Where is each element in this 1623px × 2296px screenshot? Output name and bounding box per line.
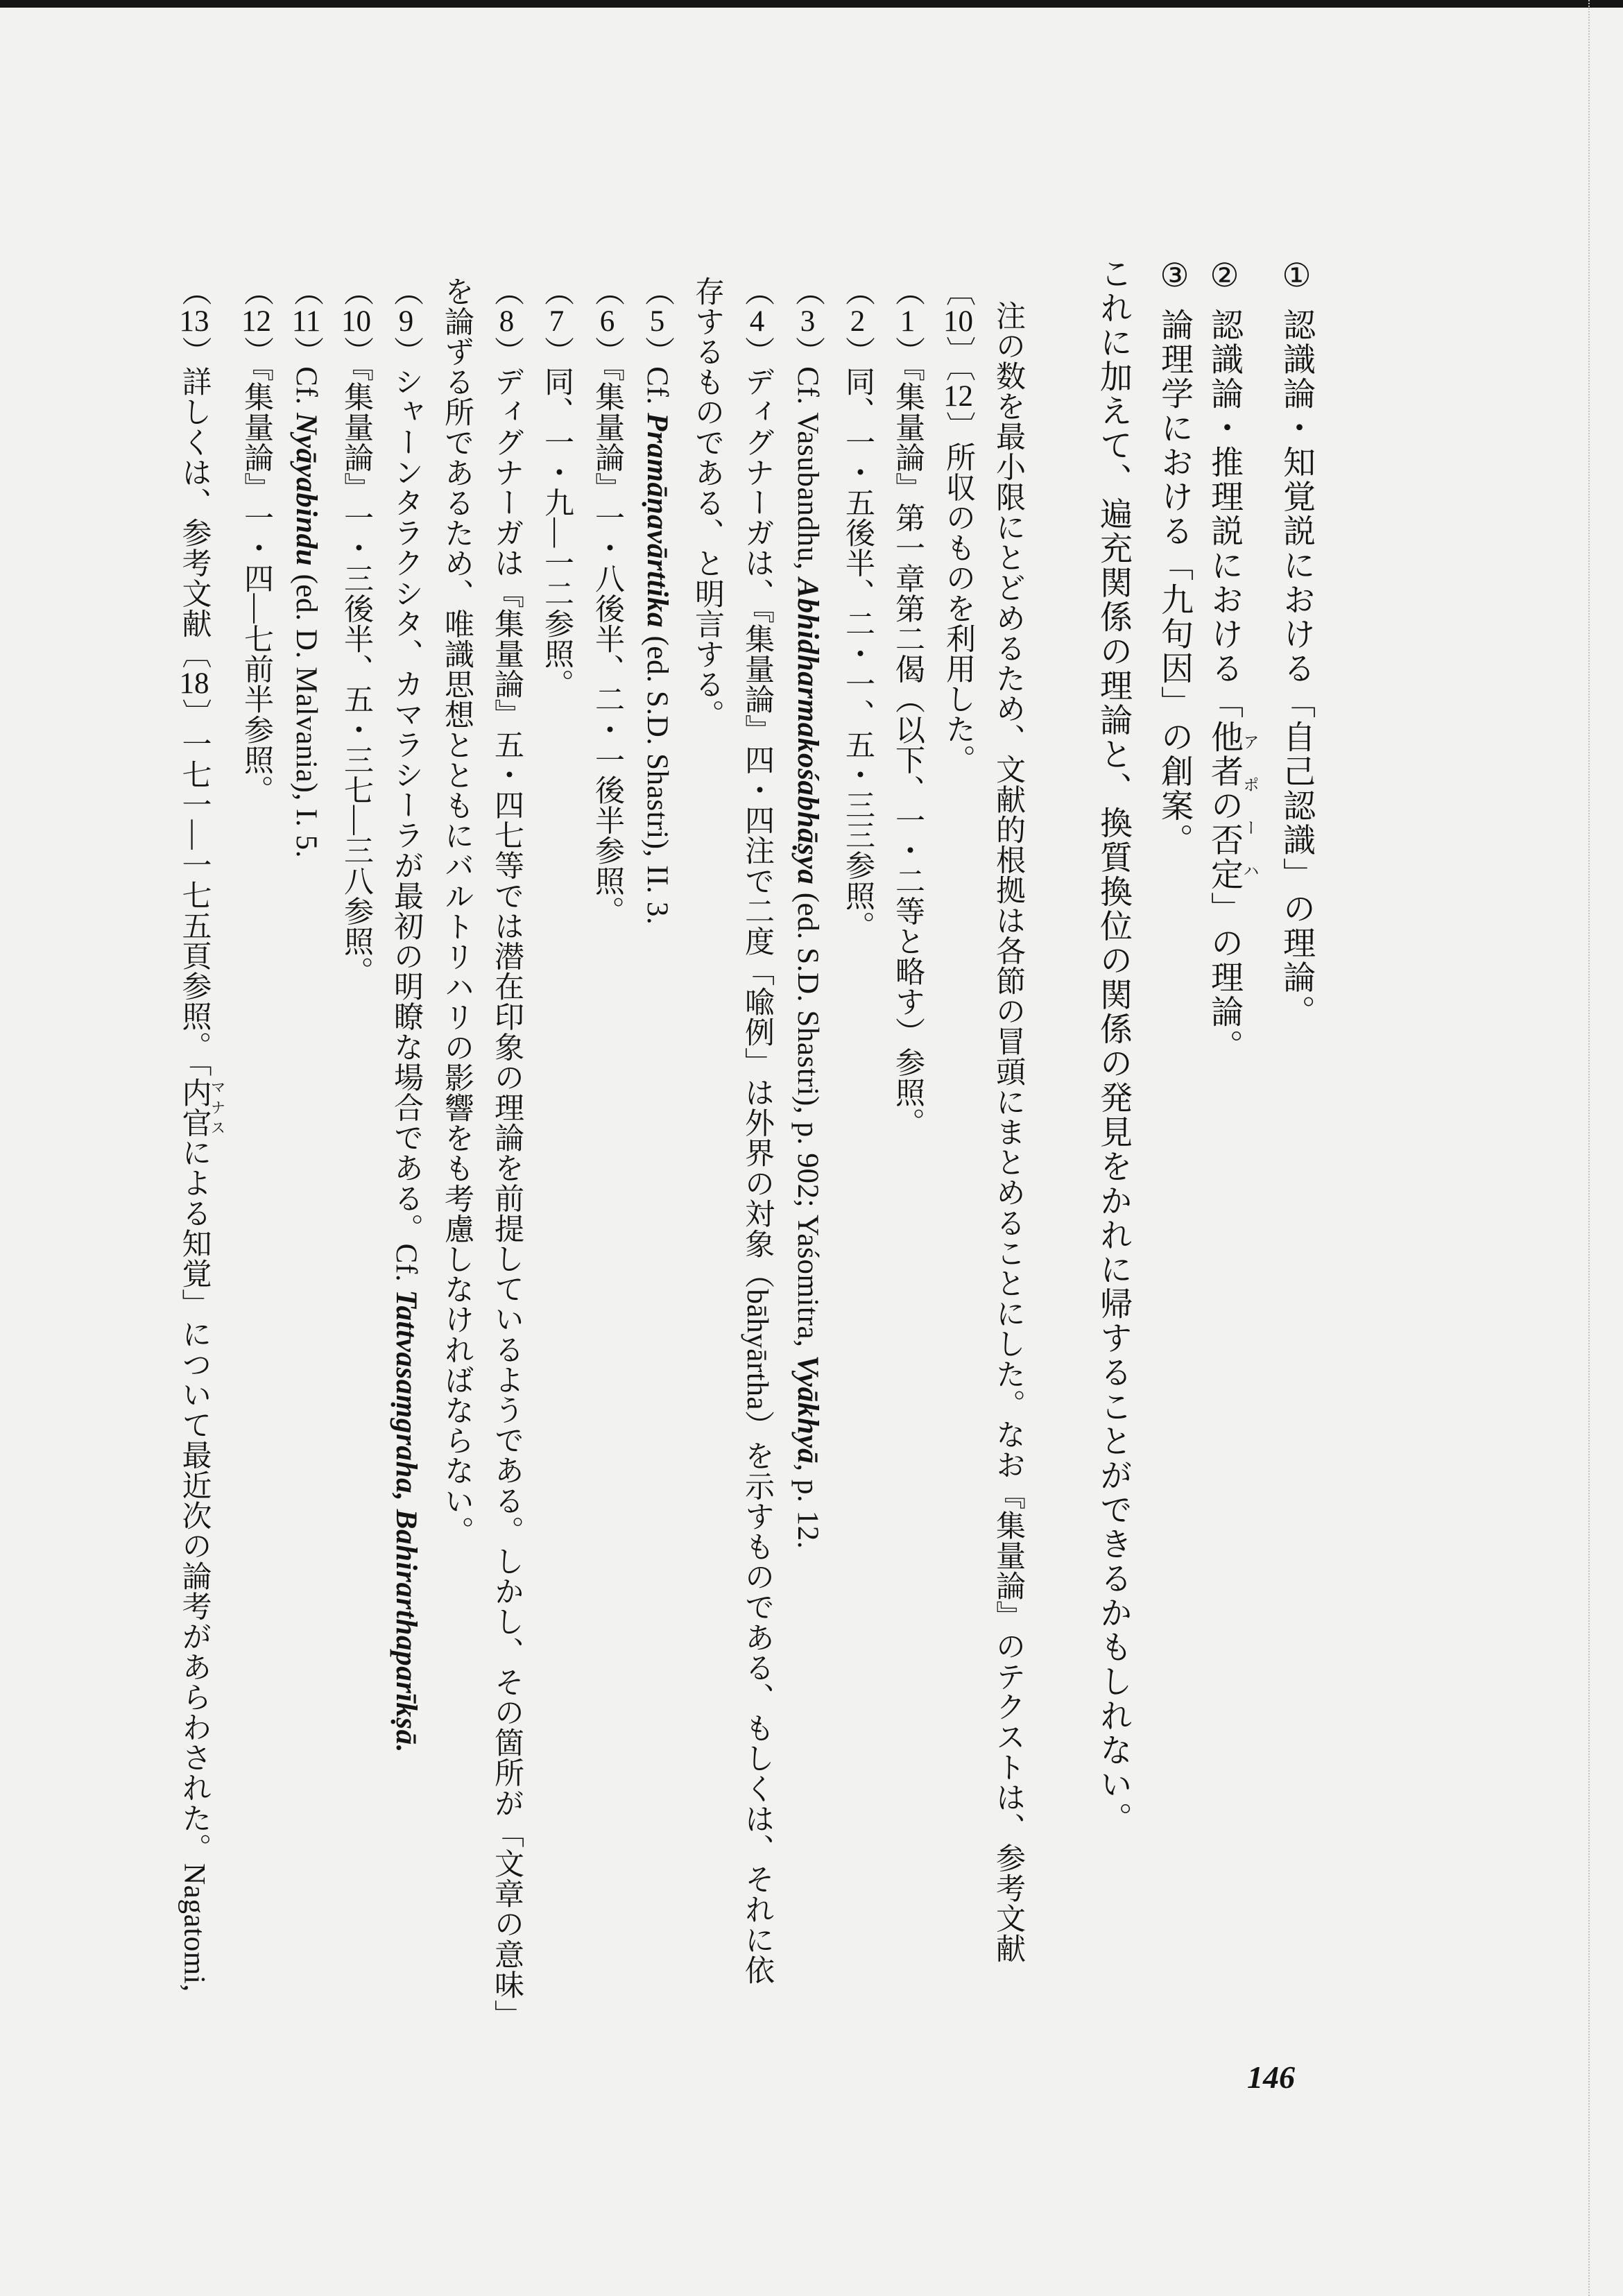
text-run: Cf.: [290, 366, 323, 413]
enumerated-point-3: [1152, 257, 1196, 857]
text-run: 」の理論。: [1206, 891, 1242, 1063]
text-run: Cf.: [641, 366, 673, 413]
footnote-13: [178, 276, 225, 1992]
footnote-text: [390, 366, 422, 1753]
footnote-number: （6）: [591, 276, 624, 367]
body-paragraph: [1091, 257, 1135, 1836]
enumerated-point-1: [1274, 257, 1319, 1029]
footnote-text: [540, 366, 573, 699]
upright-number: 12: [943, 382, 973, 412]
upright-number: 12: [241, 306, 271, 336]
footnote-3: [788, 276, 827, 1549]
ruby-reading: アポーハ: [1240, 719, 1258, 892]
ruby-annotated-term: [178, 1077, 225, 1138]
notes-preface-line-1: [988, 300, 1027, 1964]
text-run: 存するものである、と明言する。: [691, 276, 723, 730]
footnote-2: [838, 276, 877, 941]
footnote-text: [841, 366, 874, 941]
italic-title: Abhidharmakośabhāṣya: [791, 578, 824, 885]
italic-title: Pramāṇavārttika: [641, 413, 673, 628]
text-run: (ed. D. Malvania), I. 5.: [290, 566, 323, 859]
text-run: 同、一・九―一二参照。: [540, 366, 573, 699]
upright-number: 11: [291, 306, 321, 336]
footnote-text: [240, 366, 273, 805]
footnote-text: [440, 276, 473, 1546]
upright-number: 10: [943, 306, 973, 336]
footnote-text: [290, 366, 323, 858]
paragraph-text: これに加えて、遍充関係の理論と、換質換位の関係の発見をかれに帰することができるかもしれない。: [1095, 257, 1131, 1836]
footnote-number: （1）: [891, 276, 924, 367]
footnote-12: [237, 276, 275, 805]
text-run: 『集量論』一・三後半、五・三七―三八参照。: [340, 366, 372, 987]
text-run: ディグナーガは『集量論』五・四七等では潜在印象の理論を前提しているようである。しかし、その箇所が「文章の意味」: [490, 366, 523, 2030]
scan-edge-line: [1588, 0, 1590, 2296]
text-run: 『集量論』一・八後半、二・一後半参照。: [591, 366, 624, 927]
footnote-number: （12）: [240, 276, 273, 367]
text-run: 詳しくは、参考文献〔18〕一七一―一七五頁参照。「: [178, 366, 211, 1077]
footnote-number: （11）: [290, 276, 323, 367]
circled-number-marker: ③: [1156, 257, 1192, 297]
footnote-number: （4）: [741, 276, 773, 367]
ruby-base: 内官: [178, 1077, 211, 1138]
ruby-reading: マナス: [209, 1077, 225, 1138]
text-run: を論ずる所であるため、唯識思想とともにバルトリハリの影響をも考慮しなければならない。: [440, 276, 473, 1547]
upright-number: 18: [179, 669, 209, 699]
upright-number: 8: [499, 306, 515, 336]
text-run: ディグナーガは、『集量論』四・四注で二度「喩例」は外界の対象（bāhyārtha）を示すものである、もしくは、それに依: [741, 366, 773, 1985]
text-run: (ed. S.D. Shastri), p. 902; Yaśomitra,: [791, 884, 824, 1355]
footnote-text: [490, 366, 523, 2030]
footnote-8-continuation: [437, 276, 476, 1546]
footnote-1: [888, 276, 927, 1138]
footnote-number: （9）: [390, 276, 422, 367]
upright-number: 10: [341, 306, 371, 336]
footnote-10: [336, 276, 375, 986]
text-run: 論理学における「九句因」の創案。: [1156, 307, 1192, 857]
upright-number: 13: [179, 306, 209, 336]
footnote-11: [286, 276, 325, 858]
footnote-text: [178, 366, 225, 1992]
footnote-number: （2）: [841, 276, 874, 367]
footnote-text: [591, 366, 624, 926]
page-number: 146: [1247, 2059, 1295, 2095]
text-run: による知覚」について最近次の論考があらわされた。Nagatomi,: [178, 1137, 211, 1992]
footnote-4-continuation: [687, 276, 726, 730]
upright-number: 4: [749, 306, 765, 336]
preface-text: 注の数を最小限にとどめるため、文献的根拠は各節の冒頭にまとめることにした。なお『集量論』のテクストは、参考文献: [992, 300, 1024, 1964]
circled-number-marker: ①: [1278, 257, 1314, 297]
footnote-number: （10）: [340, 276, 372, 367]
text-run: 『集量論』一・四―七前半参照。: [240, 366, 273, 805]
enumerated-point-2: [1206, 257, 1258, 1063]
footnote-6: [587, 276, 626, 926]
notes-preface-line-2: [938, 276, 977, 775]
upright-number: 3: [800, 306, 816, 336]
ruby-annotated-term: [1206, 719, 1258, 892]
point-text: [1156, 308, 1192, 857]
point-text: [1206, 307, 1258, 1063]
footnote-number: （13）: [178, 276, 211, 367]
upright-number: 5: [649, 306, 665, 336]
text-run: (ed. S.D. Shastri), II. 3.: [641, 628, 673, 925]
footnote-7: [537, 276, 576, 699]
upright-number: 6: [599, 306, 615, 336]
footnote-text: [340, 366, 372, 986]
footnote-8: [487, 276, 526, 2030]
footnote-number: （7）: [540, 276, 573, 367]
ruby-base: 他者の否定: [1206, 719, 1242, 892]
footnote-number: （5）: [641, 276, 673, 367]
footnote-text: [641, 366, 673, 925]
footnote-text: [891, 366, 924, 1138]
upright-number: 1: [900, 306, 916, 336]
point-text: [1278, 308, 1314, 1029]
text-run: 認識論・推理説における「: [1206, 307, 1242, 720]
footnote-number: （3）: [791, 276, 824, 367]
preface-text: 〔10〕〔12〕所収のものを利用した。: [942, 276, 974, 775]
text-run: , p. 12.: [791, 1464, 824, 1550]
text-run: シャーンタラクシタ、カマラシーラが最初の明瞭な場合である。Cf.: [390, 366, 422, 1290]
text-run: 『集量論』第一章第二偈（以下、一・二等と略す）参照。: [891, 366, 924, 1138]
italic-title: Vyākhyā: [791, 1355, 824, 1464]
italic-title: Tattvasaṃgraha, Bahirarthaparīkṣā.: [390, 1290, 422, 1754]
text-run: 認識論・知覚説における「自己認識」の理論。: [1278, 307, 1314, 1029]
footnote-9: [386, 276, 425, 1753]
italic-title: Nyāyabindu: [290, 413, 323, 567]
scan-top-edge: [0, 0, 1623, 8]
upright-number: 2: [850, 306, 866, 336]
footnote-4: [737, 276, 776, 1985]
text-run: 同、一・五後半、二・一、五・三三参照。: [841, 366, 874, 941]
footnote-text: [791, 366, 824, 1549]
footnote-number: （8）: [490, 276, 523, 367]
footnote-text: [741, 366, 773, 1985]
circled-number-marker: ②: [1206, 257, 1242, 297]
upright-number: 9: [398, 306, 414, 336]
upright-number: 7: [549, 306, 565, 336]
footnote-text: [691, 276, 723, 730]
footnote-5: [637, 276, 676, 925]
text-run: Cf. Vasubandhu,: [791, 366, 824, 579]
